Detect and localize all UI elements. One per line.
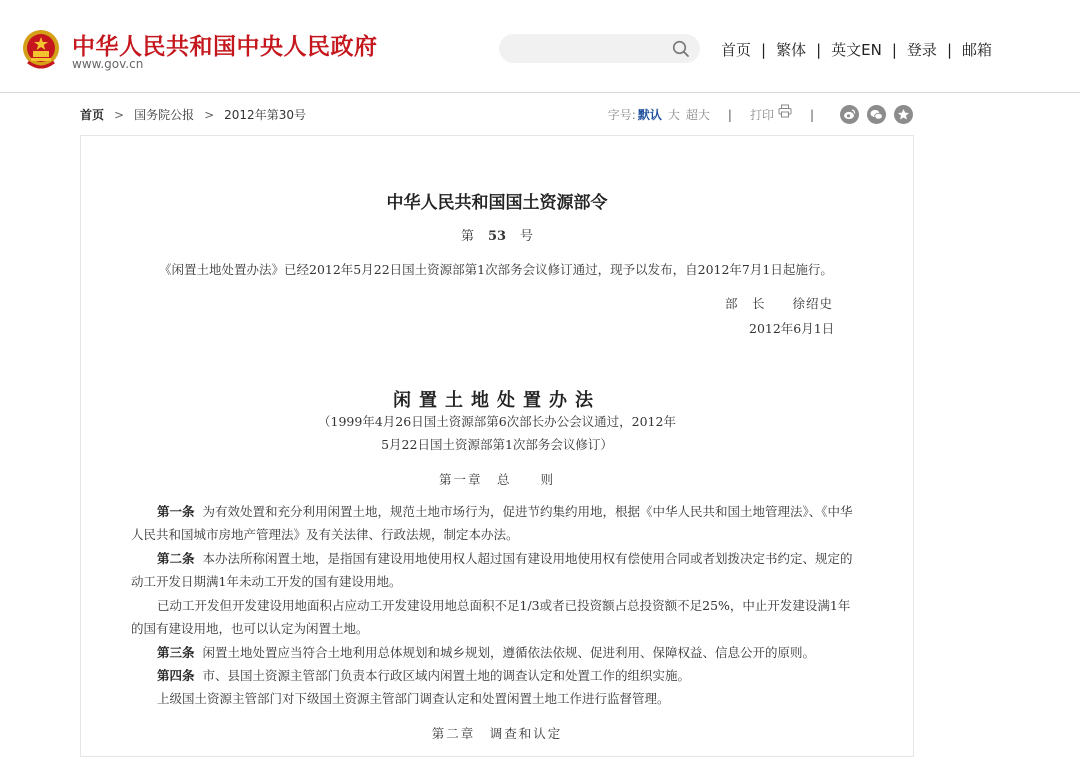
article-text: 本办法所称闲置土地，是指国有建设用地使用权人超过国有建设用地使用权有偿使用合同或者划拨决定书约定、规定的动工开发日期满1年未动工开发的国有建设用地。: [131, 551, 853, 590]
article-number: 第一条: [157, 504, 195, 519]
national-emblem-icon[interactable]: [22, 28, 60, 70]
nav-traditional[interactable]: 繁体: [776, 41, 807, 59]
law-subtitle-line2: 5月22日国土资源部第1次部务会议修订）: [381, 437, 613, 452]
font-size-large[interactable]: 大: [667, 108, 680, 122]
article-text: 闲置土地处置应当符合土地利用总体规划和城乡规划，遵循依法依规、促进利用、保障权益、信息公开的原则。: [202, 645, 816, 660]
article-number: 第四条: [157, 668, 195, 683]
article-3: [131, 641, 861, 664]
decree-number: [81, 225, 913, 244]
article-4: [131, 664, 861, 687]
nav-separator: |: [946, 41, 952, 59]
search-input[interactable]: [513, 39, 667, 59]
font-size-default[interactable]: 默认: [637, 108, 662, 122]
tools-separator: |: [809, 107, 814, 122]
nav-english[interactable]: 英文EN: [831, 41, 882, 59]
article-4-paragraph-2: 上级国土资源主管部门对下级国土资源主管部门调查认定和处置闲置土地工作进行监督管理。: [157, 691, 670, 706]
order-suffix: 号: [520, 229, 534, 244]
law-subtitle-line1: （1999年4月26日国土资源部第6次部长办公会议通过，2012年: [318, 414, 676, 429]
tools-separator: |: [727, 107, 732, 122]
breadcrumb-bar: [80, 104, 913, 124]
font-size-xlarge[interactable]: 超大: [685, 108, 710, 122]
article-tools: [608, 104, 913, 124]
article-2: [131, 547, 861, 594]
article-number: 第二条: [157, 551, 195, 566]
article-text: 为有效处置和充分利用闲置土地，规范土地市场行为，促进节约集约用地，根据《中华人民共和国土地管理法》、《中华人民共和国城市房地产管理法》及有关法律、行政法规，制定本办法。: [131, 504, 853, 543]
article-2-paragraph-2: 已动工开发但开发建设用地面积占应动工开发建设用地总面积不足1/3或者已投资额占总投资额不足25%，中止开发建设满1年的国有建设用地，也可以认定为闲置土地。: [131, 598, 851, 637]
favorite-star-icon[interactable]: [894, 105, 913, 124]
article-text: 市、县国土资源主管部门负责本行政区域内闲置土地的调查认定和处置工作的组织实施。: [202, 668, 691, 683]
top-nav: [721, 39, 992, 60]
article-body: [80, 135, 914, 757]
nav-separator: |: [761, 41, 767, 59]
chevron-right-icon: >: [204, 108, 215, 122]
site-url[interactable]: www.gov.cn: [72, 57, 144, 71]
weibo-icon[interactable]: [840, 105, 859, 124]
order-num: 53: [487, 229, 507, 244]
nav-separator: |: [816, 41, 822, 59]
article-number: 第三条: [157, 645, 195, 660]
breadcrumb-issue[interactable]: 2012年第30号: [224, 108, 306, 122]
print-button[interactable]: 打印: [749, 108, 774, 122]
breadcrumb-home[interactable]: 首页: [80, 108, 105, 122]
breadcrumb: [80, 106, 306, 123]
nav-login[interactable]: 登录: [906, 41, 937, 59]
wechat-icon[interactable]: [867, 105, 886, 124]
decree-title: 中华人民共和国国土资源部令: [386, 193, 608, 213]
search-icon[interactable]: [672, 40, 690, 58]
font-size-label: 字号:: [607, 108, 636, 122]
chapter-heading: 第二章 调查和认定: [431, 726, 563, 741]
order-prefix: 第: [460, 229, 474, 244]
chapter-heading: 第一章 总 则: [438, 472, 555, 487]
decree-intro: 《闲置土地处置办法》已经2012年5月22日国土资源部第1次部务会议修订通过，现予以发布，自2012年7月1日起施行。: [159, 262, 833, 277]
article-1: [131, 500, 861, 547]
decree-signer: 部 长 徐绍史: [725, 296, 834, 311]
print-icon[interactable]: [778, 104, 792, 118]
nav-mail[interactable]: 邮箱: [962, 41, 993, 59]
nav-separator: |: [891, 41, 897, 59]
chevron-right-icon: >: [114, 108, 125, 122]
site-name[interactable]: 中华人民共和国中央人民政府: [72, 34, 378, 60]
breadcrumb-gazette[interactable]: 国务院公报: [134, 108, 195, 122]
nav-home[interactable]: 首页: [721, 41, 752, 59]
law-title: 闲置土地处置办法: [393, 390, 601, 411]
site-header: [0, 0, 1080, 93]
decree-date: 2012年6月1日: [749, 321, 835, 336]
search-box[interactable]: [499, 34, 700, 63]
